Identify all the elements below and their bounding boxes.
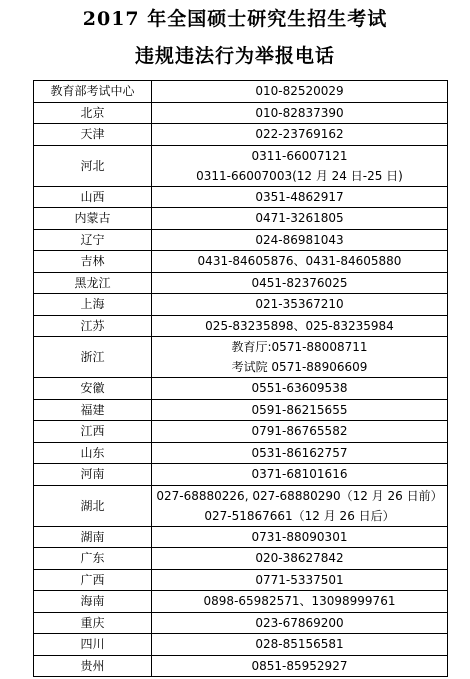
phone-cell: [152, 229, 448, 251]
table-row: [34, 655, 448, 677]
phone-number: 考试院 0571-88906609: [231, 360, 368, 374]
phone-number: 0471-3261805: [255, 211, 344, 226]
phone-number: 020-38627842: [255, 551, 344, 566]
phone-cell: [152, 526, 448, 548]
region-cell: 吉林: [34, 251, 152, 273]
table-row: [34, 569, 448, 591]
region-cell: 重庆: [34, 612, 152, 634]
table-row: [34, 208, 448, 230]
table-row: [34, 337, 448, 378]
phone-number: 025-83235898、025-83235984: [205, 318, 394, 333]
document-title-line1: 2017 年全国硕士研究生招生考试: [82, 8, 388, 30]
region-cell: 湖北: [34, 485, 152, 526]
phone-number: 0451-82376025: [251, 275, 348, 290]
region-cell: 湖南: [34, 526, 152, 548]
phone-number: 024-86981043: [255, 232, 344, 247]
region-cell: 福建: [34, 399, 152, 421]
hotline-table: [33, 80, 448, 677]
phone-cell: [152, 272, 448, 294]
table-row: [34, 229, 448, 251]
table-row: [34, 548, 448, 570]
phone-cell: [152, 208, 448, 230]
phone-number: 0371-68101616: [251, 467, 348, 482]
phone-number: 0431-84605876、0431-84605880: [197, 254, 402, 269]
region-cell: 山东: [34, 442, 152, 464]
region-cell: 浙江: [34, 337, 152, 378]
phone-number: 0311-66007003(12 月 24 日-25 日): [196, 168, 403, 183]
region-cell: 上海: [34, 294, 152, 316]
phone-number: 0771-5337501: [255, 572, 344, 587]
region-cell: 江西: [34, 421, 152, 443]
table-row: [34, 81, 448, 103]
table-row: [34, 612, 448, 634]
phone-cell: [152, 464, 448, 486]
phone-number: 0731-88090301: [251, 529, 348, 544]
phone-cell: [152, 421, 448, 443]
phone-cell: [152, 591, 448, 613]
phone-number: 0898-65982571、13098999761: [203, 594, 396, 609]
table-row: [34, 294, 448, 316]
phone-number: 027-68880226, 027-68880290（12 月 26 日前）: [156, 488, 443, 503]
region-cell: 四川: [34, 634, 152, 656]
table-row: [34, 526, 448, 548]
phone-number: 0351-4862917: [255, 189, 344, 204]
region-cell: 江苏: [34, 315, 152, 337]
phone-cell: [152, 251, 448, 273]
document-title-line2: 违规违法行为举报电话: [134, 45, 335, 67]
table-row: [34, 442, 448, 464]
region-cell: 北京: [34, 102, 152, 124]
region-cell: 黑龙江: [34, 272, 152, 294]
phone-number: 027-51867661（12 月 26 日后）: [204, 508, 395, 523]
table-row: [34, 464, 448, 486]
region-cell: 山西: [34, 186, 152, 208]
phone-cell: [152, 485, 448, 526]
phone-number: 教育厅:0571-88008711: [231, 340, 368, 354]
phone-number: 0311-66007121: [251, 148, 348, 163]
region-cell: 海南: [34, 591, 152, 613]
phone-number: 0591-86215655: [251, 402, 348, 417]
phone-cell: [152, 337, 448, 378]
region-cell: 辽宁: [34, 229, 152, 251]
phone-number: 0851-85952927: [251, 658, 348, 673]
phone-number: 0791-86765582: [251, 424, 348, 439]
table-row: [34, 634, 448, 656]
region-cell: 贵州: [34, 655, 152, 677]
phone-number: 021-35367210: [255, 297, 344, 312]
hotline-table-body: [34, 81, 448, 677]
table-row: [34, 378, 448, 400]
phone-cell: [152, 378, 448, 400]
region-cell: 河北: [34, 145, 152, 186]
table-row: [34, 124, 448, 146]
phone-number: 010-82520029: [255, 84, 344, 99]
phone-cell: [152, 634, 448, 656]
table-row: [34, 591, 448, 613]
phone-cell: [152, 124, 448, 146]
table-row: [34, 186, 448, 208]
table-row: [34, 315, 448, 337]
phone-number: 022-23769162: [255, 127, 344, 142]
phone-cell: [152, 145, 448, 186]
table-row: [34, 102, 448, 124]
region-cell: 河南: [34, 464, 152, 486]
table-row: [34, 145, 448, 186]
phone-cell: [152, 612, 448, 634]
phone-cell: [152, 442, 448, 464]
region-cell: 内蒙古: [34, 208, 152, 230]
phone-cell: [152, 102, 448, 124]
phone-cell: [152, 548, 448, 570]
region-cell: 天津: [34, 124, 152, 146]
table-row: [34, 485, 448, 526]
table-row: [34, 251, 448, 273]
phone-number: 028-85156581: [255, 637, 344, 652]
region-cell: 广东: [34, 548, 152, 570]
phone-cell: [152, 186, 448, 208]
phone-number: 0531-86162757: [251, 445, 348, 460]
phone-number: 023-67869200: [255, 615, 344, 630]
table-row: [34, 272, 448, 294]
phone-number: 0551-63609538: [251, 381, 348, 396]
phone-cell: [152, 294, 448, 316]
table-row: [34, 399, 448, 421]
phone-cell: [152, 569, 448, 591]
phone-cell: [152, 81, 448, 103]
region-cell: 广西: [34, 569, 152, 591]
phone-cell: [152, 315, 448, 337]
phone-cell: [152, 399, 448, 421]
region-cell: 安徽: [34, 378, 152, 400]
phone-number: 010-82837390: [255, 105, 344, 120]
table-row: [34, 421, 448, 443]
phone-cell: [152, 655, 448, 677]
region-cell: 教育部考试中心: [34, 81, 152, 103]
